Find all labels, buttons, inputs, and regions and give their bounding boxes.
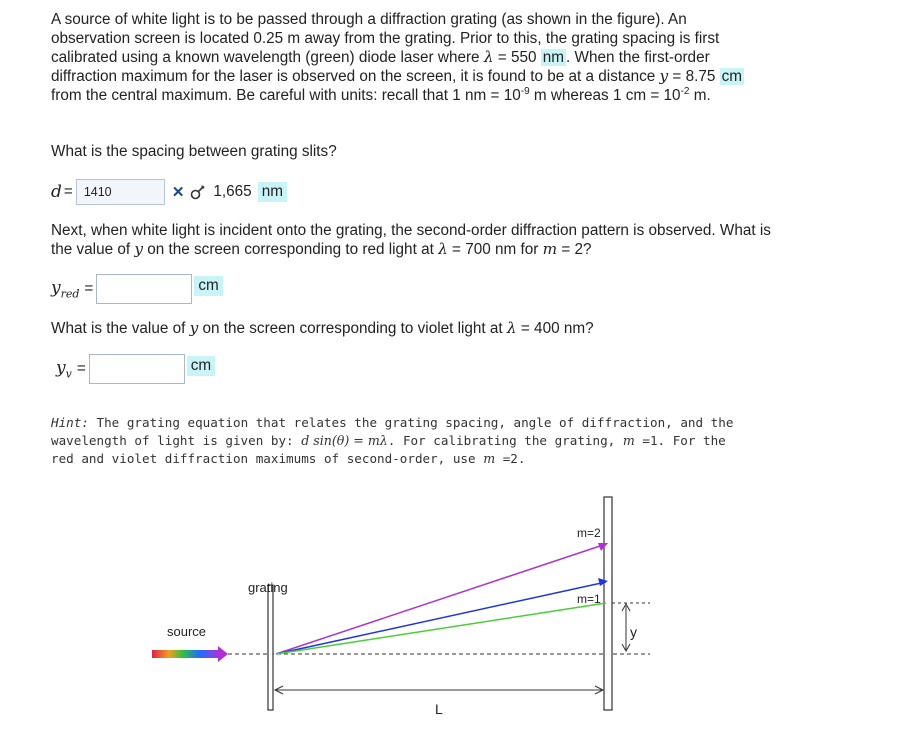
next-text-1: Next, when white light is incident onto the grating, the second-order diffraction pattern is observed. What is the value of: [51, 222, 771, 258]
answer-row-d: [51, 177, 287, 207]
exponent-neg2: -2: [680, 85, 690, 97]
diffraction-figure: [140, 490, 660, 725]
incorrect-x-icon: ✕: [171, 184, 185, 201]
problem-text-6: m whereas 1 cm = 10: [529, 87, 681, 104]
answer-row-yv: [56, 354, 215, 384]
hint-text-2: . For calibrating the grating,: [387, 433, 623, 448]
yred-unit: cm: [194, 276, 222, 296]
question-spacing: What is the spacing between grating slits?: [51, 143, 337, 160]
lambda-symbol: λ: [483, 48, 494, 66]
equals-sign: =: [76, 360, 86, 377]
m-symbol: m: [542, 240, 558, 258]
problem-text-2: = 550: [493, 49, 541, 66]
y-symbol: y: [189, 319, 199, 337]
green-ray: [276, 603, 606, 654]
m-symbol: m: [622, 433, 635, 448]
lambda-symbol: λ: [506, 319, 517, 337]
source-label: source: [167, 624, 207, 639]
answer-row-yred: [51, 274, 223, 304]
next-text-4: = 2?: [557, 241, 592, 258]
hint-text-4: =2.: [495, 451, 526, 466]
yv-unit: cm: [187, 356, 215, 376]
q3-text-2: on the screen corresponding to violet light at: [198, 320, 507, 337]
grating-equation: d sin(θ) = mλ: [301, 433, 388, 448]
key-answer-icon[interactable]: [190, 184, 206, 200]
blue-ray: [276, 582, 606, 654]
yv-input[interactable]: [89, 354, 185, 384]
next-text-3: = 700 nm for: [447, 241, 543, 258]
equals-sign: =: [63, 183, 73, 200]
equals-sign: =: [84, 280, 94, 297]
problem-statement: [51, 10, 751, 105]
exponent-neg9: -9: [520, 85, 530, 97]
d-unit: nm: [258, 182, 287, 202]
lambda-symbol: λ: [438, 240, 448, 258]
question-violet: [51, 319, 594, 338]
problem-text-7: m.: [689, 87, 711, 104]
yv-label: [56, 358, 72, 380]
problem-text-4: = 8.75: [668, 68, 720, 85]
m1-label: m=1: [577, 592, 601, 606]
source-arrow-icon: [152, 646, 228, 662]
y-letter: y: [56, 357, 66, 378]
L-label: L: [435, 701, 443, 717]
problem-text-5: from the central maximum. Be careful with units: recall that 1 nm = 10: [51, 87, 521, 104]
m-symbol: m: [483, 451, 496, 466]
next-text-2: on the screen corresponding to red light at: [143, 241, 439, 258]
hint-text-1: The grating equation that relates the grating spacing, angle of diffraction, and the wavelength of light is given by:: [51, 415, 734, 448]
m2-label: m=2: [577, 526, 601, 540]
y-symbol: y: [659, 67, 669, 85]
hint-title: Hint:: [51, 415, 89, 430]
next-question-red: [51, 221, 771, 259]
d-label: d: [51, 182, 62, 202]
y-symbol: y: [134, 240, 143, 258]
red-subscript: red: [60, 287, 80, 301]
unit-cm-highlight: cm: [721, 68, 743, 85]
problem-text-3: . When the first-order diffraction maximum for the laser is observed on the screen, it is found to be at a distance: [51, 49, 710, 85]
q3-text-3: = 400 nm?: [516, 320, 594, 337]
v-subscript: v: [65, 367, 72, 381]
unit-nm-highlight: nm: [542, 49, 564, 66]
violet-ray: [276, 544, 606, 654]
yred-input[interactable]: [96, 274, 192, 304]
q3-text-1: What is the value of: [51, 320, 190, 337]
y-label: y: [630, 624, 637, 640]
problem-text-1: A source of white light is to be passed through a diffraction grating (as shown in the figure). An observation screen is located 0.25 m away from the grating. Prior to this, the grating spacing is first calibrated using a known wavelength (green) diode laser where: [51, 11, 720, 66]
hint-text-3: =1. For the red and violet diffraction maximums of second-order, use: [51, 433, 726, 466]
grating-plate: [268, 585, 273, 710]
grating-label: grating: [248, 580, 288, 595]
hint-box: [51, 414, 741, 468]
y-letter: y: [51, 277, 61, 298]
correct-answer-value: 1,665: [213, 183, 252, 200]
yred-label: [51, 278, 79, 300]
d-input[interactable]: 1410: [76, 179, 165, 205]
